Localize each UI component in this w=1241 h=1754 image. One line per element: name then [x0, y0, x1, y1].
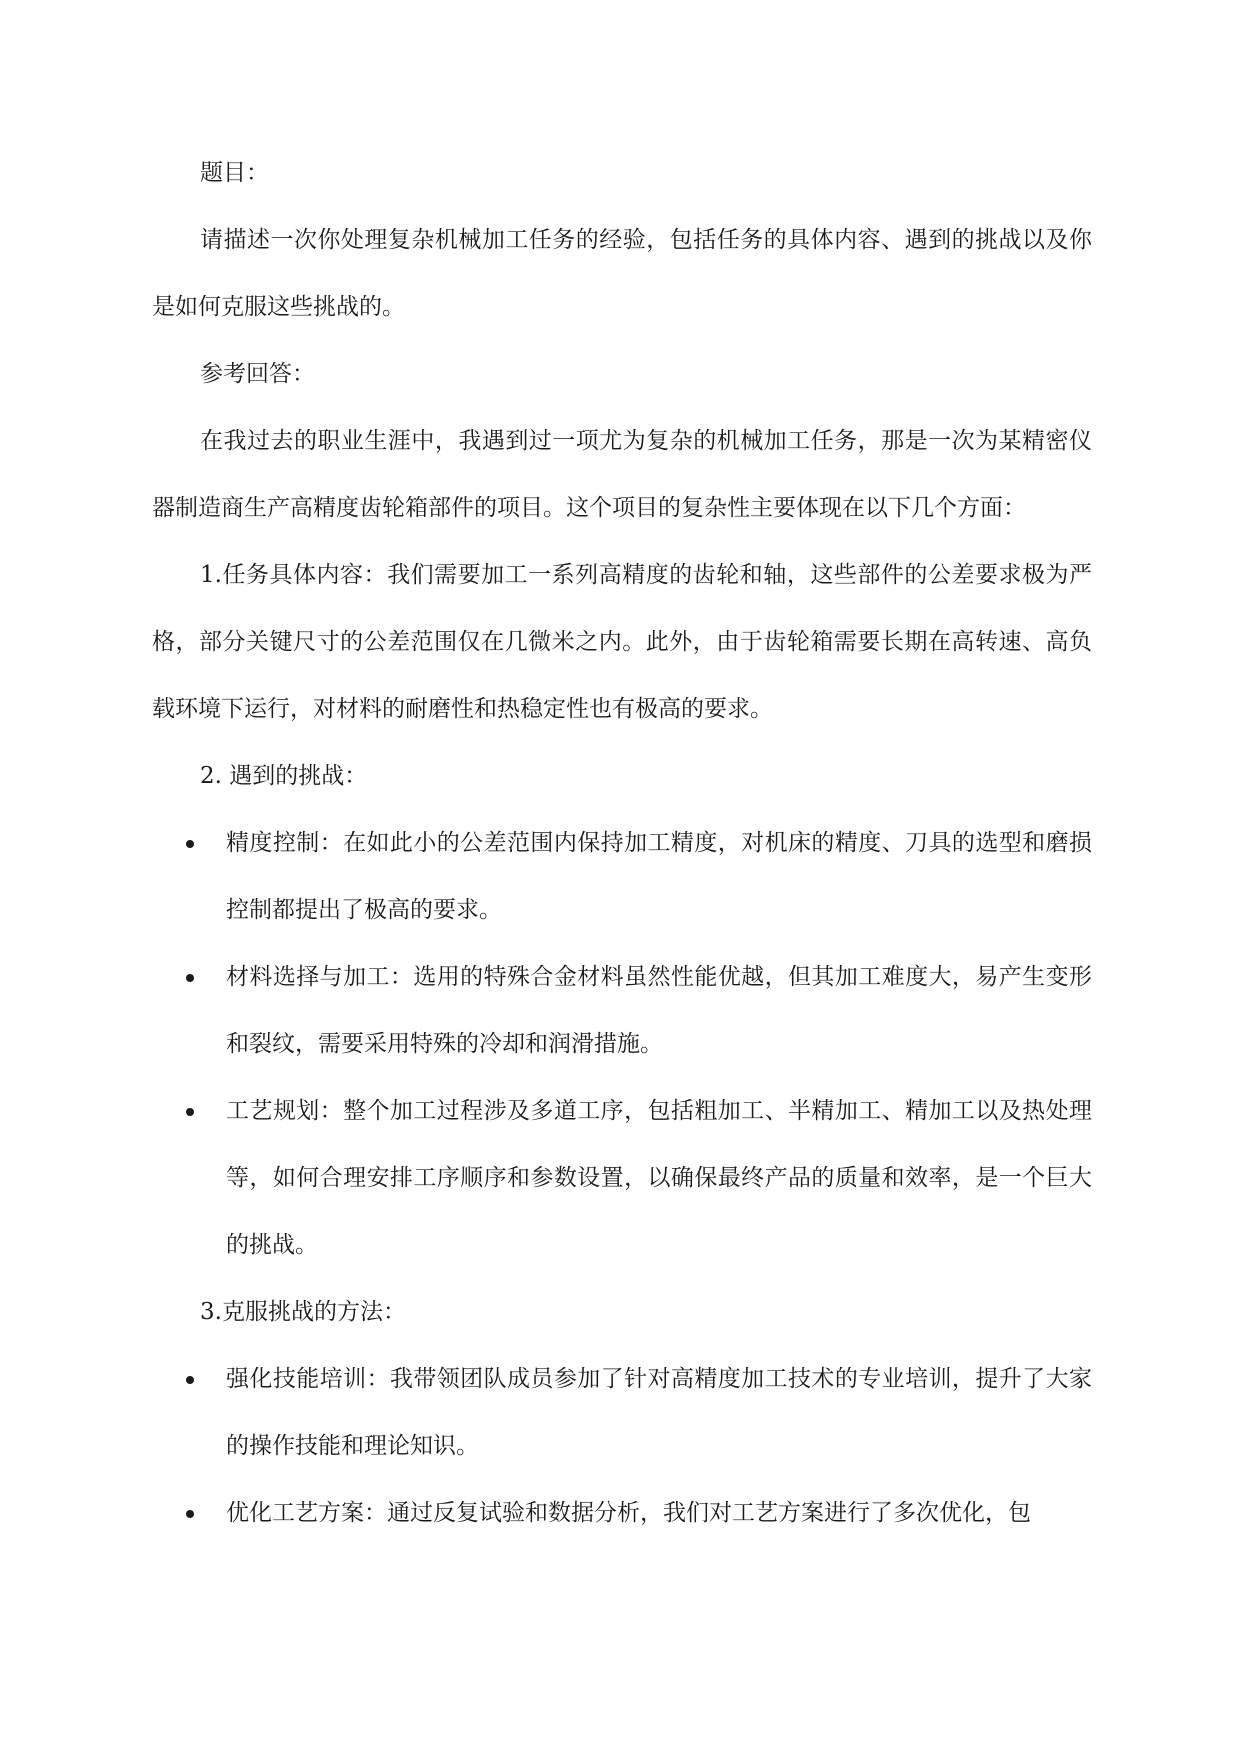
question-label: 题目： [200, 160, 269, 186]
question-text: 请描述一次你处理复杂机械加工任务的经验，包括任务的具体内容、遇到的挑战以及你是如何克服这些挑战的。 [152, 227, 1092, 320]
challenges-list [152, 810, 1092, 1279]
list-item-text: 强化技能培训：我带领团队成员参加了针对高精度加工技术的专业培训，提升了大家的操作技能和理论知识。 [226, 1366, 1092, 1459]
list-item [152, 944, 1092, 1078]
document-body [152, 140, 1092, 1547]
list-item-text: 优化工艺方案：通过反复试验和数据分析，我们对工艺方案进行了多次优化，包 [226, 1500, 1031, 1526]
bullet-icon [186, 1108, 194, 1116]
list-item [152, 1078, 1092, 1279]
section-solutions-title: 3.克服挑战的方法： [200, 1299, 406, 1325]
list-item [152, 1480, 1092, 1547]
bullet-icon [186, 974, 194, 982]
answer-label: 参考回答： [200, 361, 315, 387]
list-item [152, 810, 1092, 944]
section-challenges-title: 2. 遇到的挑战： [200, 763, 368, 789]
list-item-text: 工艺规划：整个加工过程涉及多道工序，包括粗加工、半精加工、精加工以及热处理等，如何合理安排工序顺序和参数设置，以确保最终产品的质量和效率，是一个巨大的挑战。 [226, 1098, 1092, 1258]
list-item-text: 精度控制：在如此小的公差范围内保持加工精度，对机床的精度、刀具的选型和磨损控制都提出了极高的要求。 [226, 830, 1092, 923]
bullet-icon [186, 1376, 194, 1384]
bullet-icon [186, 1510, 194, 1518]
solutions-list [152, 1346, 1092, 1547]
section-task-content: 1.任务具体内容：我们需要加工一系列高精度的齿轮和轴，这些部件的公差要求极为严格，部分关键尺寸的公差范围仅在几微米之内。此外，由于齿轮箱需要长期在高转速、高负载环境下运行，对材料的耐磨性和热稳定性也有极高的要求。 [152, 562, 1092, 722]
list-item-text: 材料选择与加工：选用的特殊合金材料虽然性能优越，但其加工难度大，易产生变形和裂纹，需要采用特殊的冷却和润滑措施。 [226, 964, 1092, 1057]
answer-intro: 在我过去的职业生涯中，我遇到过一项尤为复杂的机械加工任务，那是一次为某精密仪器制造商生产高精度齿轮箱部件的项目。这个项目的复杂性主要体现在以下几个方面： [152, 428, 1092, 521]
list-item [152, 1346, 1092, 1480]
bullet-icon [186, 840, 194, 848]
